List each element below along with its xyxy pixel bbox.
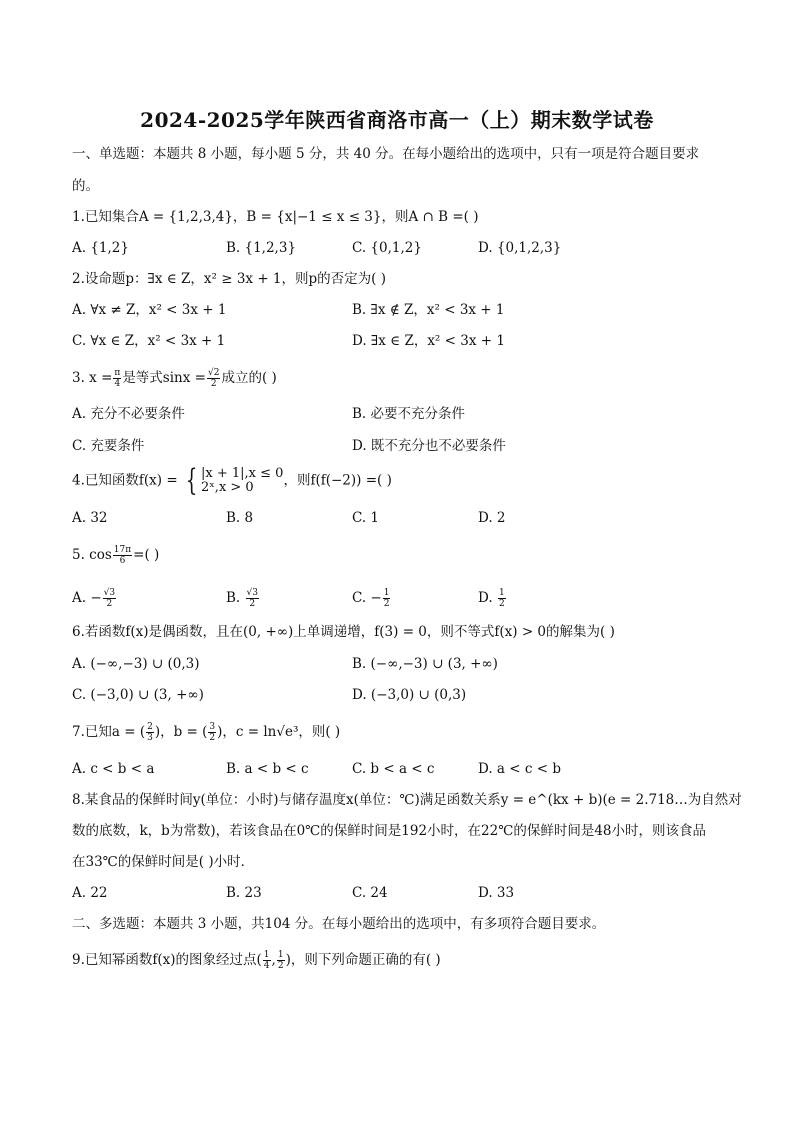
question-1-option-a: A. {1,2} — [72, 240, 129, 256]
section1-heading-line2: 的。 — [72, 178, 99, 194]
option-fraction — [383, 588, 391, 609]
fraction-numerator: 1 — [277, 950, 284, 960]
fraction-denominator: 4 — [263, 961, 270, 971]
question-5-option-d — [478, 588, 507, 609]
fraction-denominator: 2 — [209, 733, 216, 743]
question-7-option-b: B. a < b < c — [226, 761, 309, 777]
section2-heading: 二、多选题：本题共 3 小题，共104 分。在每小题给出的选项中，有多项符合题目要求。 — [72, 916, 606, 932]
question-4-option-c: C. 1 — [352, 510, 380, 526]
option-fraction — [498, 588, 506, 609]
fraction-denominator: 4 — [114, 379, 121, 389]
question-6-option-c: C. (−3,0) ∪ (3, +∞) — [72, 687, 204, 703]
question-4-option-b: B. 8 — [226, 510, 254, 526]
question-5-option-b — [226, 588, 260, 609]
question-8-stem-line2: 数的底数，k，b为常数)，若该食品在0℃的保鲜时间是192小时，在22℃的保鲜时间是48小时，则该食品 — [72, 823, 707, 839]
question-5-option-a — [72, 588, 117, 609]
question-9-point-x — [263, 950, 271, 971]
question-5-suffix: =( ) — [133, 547, 160, 563]
fraction-denominator: 6 — [119, 556, 126, 566]
question-3-option-d: D. 既不充分也不必要条件 — [352, 438, 506, 454]
question-4-option-a: A. 32 — [72, 510, 108, 526]
question-6-option-d: D. (−3,0) ∪ (0,3) — [352, 687, 467, 703]
question-4-piecewise — [182, 463, 284, 498]
question-5-option-c — [352, 588, 391, 609]
question-3-stem — [72, 368, 277, 389]
fraction-denominator: 2 — [106, 599, 113, 609]
question-9-point-y — [277, 950, 285, 971]
fraction-numerator: √3 — [246, 588, 258, 598]
option-label: B. — [226, 590, 245, 606]
question-1-option-b: B. {1,2,3} — [226, 240, 297, 256]
question-3-prefix: 3. x = — [72, 370, 113, 386]
fraction-numerator: 1 — [263, 950, 270, 960]
option-fraction — [103, 588, 116, 609]
option-label: A. − — [72, 590, 102, 606]
left-brace-icon: { — [185, 463, 198, 498]
question-2-option-c: C. ∀x ∈ Z，x² < 3x + 1 — [72, 333, 226, 349]
question-5-fraction — [113, 545, 132, 566]
question-7-suffix: )，c = ln√e³，则( ) — [217, 724, 341, 740]
fraction-numerator: 2 — [147, 722, 153, 732]
exam-title: 2024-2025学年陕西省商洛市高一（上）期末数学试卷 — [140, 108, 654, 132]
question-8-stem-line1: 8.某食品的保鲜时间y(单位：小时)与储存温度x(单位：℃)满足函数关系y = e^(kx + b)(e = 2.718…为自然对 — [72, 792, 742, 808]
question-8-stem-line3: 在33℃的保鲜时间是( )小时． — [72, 854, 255, 870]
question-4-option-d: D. 2 — [478, 510, 506, 526]
question-9-prefix: 9.已知幂函数f(x)的图象经过点( — [72, 952, 262, 968]
fraction-denominator: 2 — [210, 379, 217, 389]
question-4-stem — [72, 463, 392, 498]
question-7-option-c: C. b < a < c — [352, 761, 435, 777]
question-3-suffix: 成立的( ) — [221, 370, 277, 386]
question-5-stem — [72, 545, 159, 566]
question-7-option-d: D. a < c < b — [478, 761, 561, 777]
question-2-option-a: A. ∀x ≠ Z，x² < 3x + 1 — [72, 302, 227, 318]
question-1-option-d: D. {0,1,2,3} — [478, 240, 562, 256]
fraction-numerator: 17π — [113, 545, 132, 555]
fraction-denominator: 2 — [277, 961, 284, 971]
section1-heading-line1: 一、单选题：本题共 8 小题，每小题 5 分，共 40 分。在每小题给出的选项中，只有一项是符合题目要求 — [72, 146, 700, 162]
question-2-option-d: D. ∃x ∈ Z，x² < 3x + 1 — [352, 333, 505, 349]
piecewise-case-2: 2ˣ,x > 0 — [201, 480, 254, 495]
option-label: C. − — [352, 590, 382, 606]
question-2-option-b: B. ∃x ∉ Z，x² < 3x + 1 — [352, 302, 505, 318]
question-7-a-fraction — [146, 722, 154, 743]
piecewise-case-1: |x + 1|,x ≤ 0 — [201, 466, 284, 481]
question-3-option-a: A. 充分不必要条件 — [72, 406, 185, 422]
question-2-stem: 2.设命题p：∃x ∈ Z，x² ≥ 3x + 1，则p的否定为( ) — [72, 271, 386, 287]
fraction-numerator: √2 — [207, 368, 220, 378]
question-3-mid: 是等式sinx = — [122, 370, 206, 386]
fraction-numerator: 1 — [498, 588, 505, 598]
question-5-prefix: 5. cos — [72, 547, 112, 563]
question-7-stem — [72, 722, 340, 743]
question-8-option-a: A. 22 — [72, 885, 108, 901]
question-7-mid: )，b = ( — [154, 724, 208, 740]
question-6-option-b: B. (−∞,−3) ∪ (3, +∞) — [352, 656, 498, 672]
fraction-denominator: 2 — [249, 599, 256, 609]
question-7-prefix: 7.已知a = ( — [72, 724, 146, 740]
option-label: D. — [478, 590, 497, 606]
question-1-option-c: C. {0,1,2} — [352, 240, 422, 256]
question-7-option-a: A. c < b < a — [72, 761, 155, 777]
option-fraction — [246, 588, 259, 609]
question-3-fraction-pi-over-4 — [113, 368, 121, 389]
question-8-option-d: D. 33 — [478, 885, 515, 901]
question-3-fraction-root2-over-2 — [207, 368, 220, 389]
question-7-b-fraction — [208, 722, 216, 743]
fraction-denominator: 2 — [498, 599, 505, 609]
question-3-option-c: C. 充要条件 — [72, 438, 145, 454]
question-9-stem: 9.已知幂函数f(x)的图象经过点( $\frac{1}{4}$ , $\frac{1}{2}$ )，则下列命题正确的有( ) — [72, 950, 441, 971]
fraction-numerator: 1 — [383, 588, 390, 598]
question-8-option-b: B. 23 — [226, 885, 262, 901]
question-6-stem: 6.若函数f(x)是偶函数，且在(0, +∞)上单调递增，f(3) = 0，则不等式f(x) > 0的解集为( ) — [72, 624, 615, 640]
fraction-denominator: 2 — [383, 599, 390, 609]
question-9-suffix: )，则下列命题正确的有( ) — [285, 952, 441, 968]
fraction-numerator: 3 — [209, 722, 216, 732]
fraction-denominator: 3 — [147, 733, 153, 743]
fraction-numerator: π — [114, 368, 121, 378]
question-4-prefix: 4.已知函数f(x) = — [72, 472, 178, 489]
question-3-option-b: B. 必要不充分条件 — [352, 406, 466, 422]
question-1-stem: 1.已知集合A = {1,2,3,4}，B = {x|−1 ≤ x ≤ 3}，则A ∩ B =( ) — [72, 209, 479, 225]
question-4-suffix: ，则f(f(−2)) =( ) — [283, 472, 392, 489]
question-8-option-c: C. 24 — [352, 885, 388, 901]
question-6-option-a: A. (−∞,−3) ∪ (0,3) — [72, 656, 200, 672]
fraction-numerator: √3 — [103, 588, 116, 598]
